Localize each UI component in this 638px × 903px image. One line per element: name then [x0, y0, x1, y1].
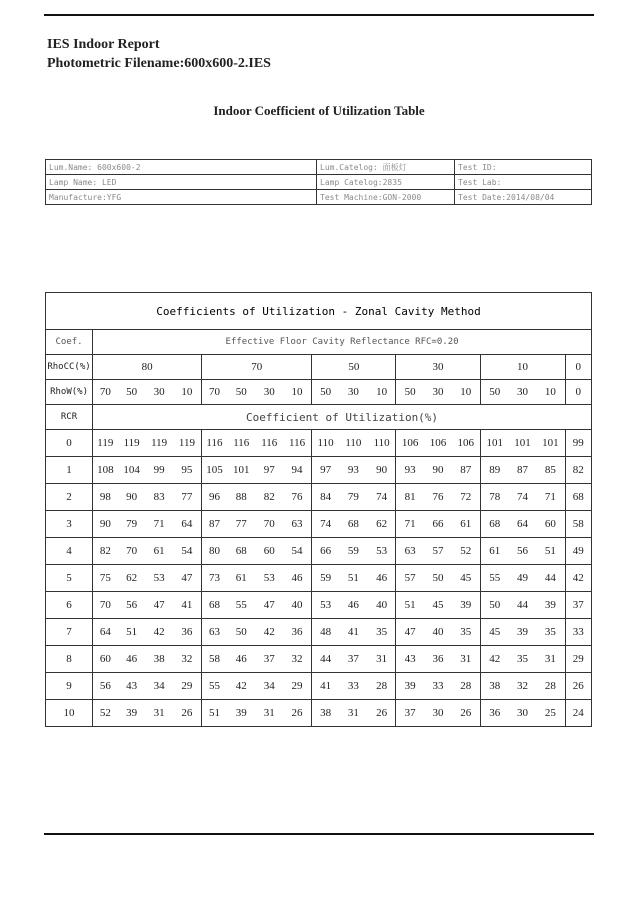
cu-value: 28 [452, 673, 480, 700]
cu-value: 32 [509, 673, 536, 700]
cu-value: 101 [480, 430, 509, 457]
info-cell: Test Lab: [455, 175, 592, 190]
info-cell: Lamp Catelog:2835 [317, 175, 455, 190]
cu-value: 43 [118, 673, 146, 700]
cu-value: 31 [146, 700, 173, 727]
cu-value: 68 [565, 484, 591, 511]
cu-value: 116 [227, 430, 256, 457]
cu-value: 104 [118, 457, 146, 484]
info-cell: Test Machine:GON-2000 [317, 190, 455, 205]
cu-value: 75 [93, 565, 118, 592]
cu-value: 59 [339, 538, 368, 565]
cu-value: 53 [312, 592, 339, 619]
cu-value: 36 [424, 646, 452, 673]
cu-value: 40 [283, 592, 312, 619]
cu-value: 106 [396, 430, 424, 457]
cu-value: 101 [509, 430, 536, 457]
cu-value: 37 [339, 646, 368, 673]
cu-value: 33 [424, 673, 452, 700]
rhocc-value: 70 [202, 355, 312, 380]
cu-value: 74 [368, 484, 396, 511]
cu-value: 39 [509, 619, 536, 646]
table-row [46, 646, 592, 673]
rhow-value: 50 [480, 380, 509, 405]
cu-value: 81 [396, 484, 424, 511]
info-cell: Manufacture:YFG [46, 190, 317, 205]
cu-value: 105 [202, 457, 227, 484]
cu-value: 68 [480, 511, 509, 538]
table-row [46, 457, 592, 484]
cu-value: 106 [424, 430, 452, 457]
cu-value: 87 [202, 511, 227, 538]
cu-value: 71 [146, 511, 173, 538]
cu-value: 60 [536, 511, 565, 538]
rcr-value: 7 [46, 619, 93, 646]
rhow-value: 10 [283, 380, 312, 405]
cu-value: 46 [227, 646, 256, 673]
cu-value: 110 [312, 430, 339, 457]
info-cell: Test ID: [455, 160, 592, 175]
info-row [46, 160, 592, 175]
info-row [46, 190, 592, 205]
cu-value: 93 [339, 457, 368, 484]
cu-value: 42 [227, 673, 256, 700]
cu-value: 43 [396, 646, 424, 673]
table-row [46, 565, 592, 592]
cu-value: 26 [368, 700, 396, 727]
cu-value: 60 [93, 646, 118, 673]
cu-value: 46 [339, 592, 368, 619]
cu-value: 99 [565, 430, 591, 457]
cu-value: 54 [283, 538, 312, 565]
cu-value: 55 [480, 565, 509, 592]
cu-value: 72 [452, 484, 480, 511]
report-title: IES Indoor Report [47, 37, 160, 52]
rcr-value: 6 [46, 592, 93, 619]
cu-value: 44 [312, 646, 339, 673]
table-row [46, 673, 592, 700]
rhocc-value: 50 [312, 355, 396, 380]
cu-value: 33 [339, 673, 368, 700]
cu-value: 29 [565, 646, 591, 673]
cu-value: 39 [452, 592, 480, 619]
cu-table-title: Coefficients of Utilization - Zonal Cavity Method [46, 293, 592, 330]
cu-value: 55 [202, 673, 227, 700]
rcr-value: 4 [46, 538, 93, 565]
cu-value: 34 [256, 673, 283, 700]
cu-value: 76 [283, 484, 312, 511]
cu-value: 87 [509, 457, 536, 484]
cu-value: 42 [256, 619, 283, 646]
cu-value: 83 [146, 484, 173, 511]
cu-value: 97 [312, 457, 339, 484]
cu-value: 84 [312, 484, 339, 511]
cu-value: 42 [565, 565, 591, 592]
rhocc-value: 80 [93, 355, 202, 380]
cu-value: 26 [452, 700, 480, 727]
rcr-value: 1 [46, 457, 93, 484]
cu-value: 39 [536, 592, 565, 619]
cu-value: 119 [93, 430, 118, 457]
table-row [46, 511, 592, 538]
cu-value: 37 [256, 646, 283, 673]
cu-value: 71 [536, 484, 565, 511]
cu-value: 63 [396, 538, 424, 565]
cu-value: 68 [202, 592, 227, 619]
cu-value: 53 [256, 565, 283, 592]
cu-value: 93 [396, 457, 424, 484]
cu-value: 46 [118, 646, 146, 673]
cu-value: 98 [93, 484, 118, 511]
cu-value: 37 [565, 592, 591, 619]
cu-value: 68 [227, 538, 256, 565]
cu-value: 64 [173, 511, 202, 538]
cu-value: 74 [312, 511, 339, 538]
cu-value: 45 [480, 619, 509, 646]
cu-value: 78 [480, 484, 509, 511]
cu-value: 70 [256, 511, 283, 538]
cu-value: 31 [452, 646, 480, 673]
cu-value: 76 [424, 484, 452, 511]
cu-value: 70 [93, 592, 118, 619]
cu-value: 34 [146, 673, 173, 700]
cu-value: 119 [146, 430, 173, 457]
rcr-value: 3 [46, 511, 93, 538]
cu-value: 116 [283, 430, 312, 457]
cu-value: 68 [339, 511, 368, 538]
cu-value: 57 [396, 565, 424, 592]
cu-value: 54 [173, 538, 202, 565]
rhow-value: 70 [93, 380, 118, 405]
cu-value: 58 [565, 511, 591, 538]
cu-value: 53 [146, 565, 173, 592]
rhow-value: 30 [509, 380, 536, 405]
rcr-value: 10 [46, 700, 93, 727]
cu-value: 106 [452, 430, 480, 457]
cu-value: 26 [565, 673, 591, 700]
cu-value: 38 [312, 700, 339, 727]
cu-value: 32 [283, 646, 312, 673]
cu-value: 44 [509, 592, 536, 619]
table-row [46, 430, 592, 457]
info-cell: Test Date:2014/08/04 [455, 190, 592, 205]
cu-value: 47 [256, 592, 283, 619]
rhocc-label: RhoCC(%) [46, 355, 93, 380]
luminaire-info-table [45, 159, 592, 205]
rhow-value: 10 [173, 380, 202, 405]
rhow-value: 50 [118, 380, 146, 405]
cu-value: 108 [93, 457, 118, 484]
cu-value: 40 [424, 619, 452, 646]
cu-value: 71 [396, 511, 424, 538]
rhow-label: RhoW(%) [46, 380, 93, 405]
cu-value: 58 [202, 646, 227, 673]
rcr-value: 0 [46, 430, 93, 457]
cu-value: 41 [339, 619, 368, 646]
cu-value: 35 [536, 619, 565, 646]
cu-value: 46 [368, 565, 396, 592]
page-title: Indoor Coefficient of Utilization Table [213, 103, 425, 118]
cu-value: 37 [396, 700, 424, 727]
cu-value: 59 [312, 565, 339, 592]
table-row [46, 592, 592, 619]
cu-value: 28 [368, 673, 396, 700]
cu-value: 119 [118, 430, 146, 457]
cu-value: 51 [118, 619, 146, 646]
cu-value: 79 [339, 484, 368, 511]
cu-value: 66 [424, 511, 452, 538]
cu-value: 41 [312, 673, 339, 700]
cu-value: 82 [565, 457, 591, 484]
cu-value: 51 [202, 700, 227, 727]
cu-value: 31 [339, 700, 368, 727]
cu-value: 35 [509, 646, 536, 673]
rhow-value: 50 [396, 380, 424, 405]
cu-value: 110 [339, 430, 368, 457]
cu-value: 26 [283, 700, 312, 727]
cu-value: 90 [368, 457, 396, 484]
cu-value: 39 [227, 700, 256, 727]
cu-value: 56 [93, 673, 118, 700]
footer-rule [44, 833, 594, 835]
cu-value: 95 [173, 457, 202, 484]
cu-value: 42 [480, 646, 509, 673]
cu-value: 85 [536, 457, 565, 484]
rhow-value: 30 [339, 380, 368, 405]
cu-value: 116 [202, 430, 227, 457]
cu-value: 89 [480, 457, 509, 484]
rhow-value: 50 [227, 380, 256, 405]
cu-value: 45 [452, 565, 480, 592]
cu-value: 42 [146, 619, 173, 646]
cu-value: 33 [565, 619, 591, 646]
cu-value: 50 [480, 592, 509, 619]
cu-value: 45 [424, 592, 452, 619]
cu-value: 90 [93, 511, 118, 538]
rhow-value: 70 [202, 380, 227, 405]
cu-value: 31 [368, 646, 396, 673]
cu-value: 62 [118, 565, 146, 592]
info-row [46, 175, 592, 190]
rhow-value: 30 [424, 380, 452, 405]
cu-value: 61 [480, 538, 509, 565]
rcr-value: 8 [46, 646, 93, 673]
coef-label: Coef. [46, 330, 93, 355]
info-cell: Lum.Name: 600x600-2 [46, 160, 317, 175]
cu-table [45, 292, 592, 727]
cu-value: 49 [565, 538, 591, 565]
cu-value: 31 [536, 646, 565, 673]
cu-value: 82 [256, 484, 283, 511]
cu-value: 73 [202, 565, 227, 592]
rhow-value: 10 [368, 380, 396, 405]
cu-value: 51 [536, 538, 565, 565]
cu-value: 35 [368, 619, 396, 646]
info-cell: Lamp Name: LED [46, 175, 317, 190]
rcr-value: 2 [46, 484, 93, 511]
cu-value: 101 [227, 457, 256, 484]
rfc-label: Effective Floor Cavity Reflectance RFC=0.20 [93, 330, 592, 355]
cu-value: 64 [509, 511, 536, 538]
cu-value: 24 [565, 700, 591, 727]
rhocc-value: 30 [396, 355, 480, 380]
rhow-value: 30 [256, 380, 283, 405]
cu-value: 51 [339, 565, 368, 592]
cu-value: 40 [368, 592, 396, 619]
cu-value: 62 [368, 511, 396, 538]
cu-value: 52 [93, 700, 118, 727]
cu-value: 90 [118, 484, 146, 511]
cu-value: 39 [396, 673, 424, 700]
cu-value: 110 [368, 430, 396, 457]
cu-value: 56 [118, 592, 146, 619]
cu-value: 94 [283, 457, 312, 484]
cu-value: 88 [227, 484, 256, 511]
cu-value: 25 [536, 700, 565, 727]
cu-value: 39 [118, 700, 146, 727]
cu-value: 61 [146, 538, 173, 565]
cu-value: 44 [536, 565, 565, 592]
cu-value: 51 [396, 592, 424, 619]
cu-value: 32 [173, 646, 202, 673]
cu-value: 28 [536, 673, 565, 700]
table-row [46, 484, 592, 511]
cu-value: 82 [93, 538, 118, 565]
cu-value: 96 [202, 484, 227, 511]
rcr-value: 9 [46, 673, 93, 700]
cu-value: 79 [118, 511, 146, 538]
rcr-value: 5 [46, 565, 93, 592]
cu-value: 64 [93, 619, 118, 646]
cu-value: 77 [227, 511, 256, 538]
cu-value: 26 [173, 700, 202, 727]
cu-value: 99 [146, 457, 173, 484]
cu-value: 90 [424, 457, 452, 484]
cu-value: 36 [283, 619, 312, 646]
cu-value: 116 [256, 430, 283, 457]
info-cell: Lum.Catelog: 面板灯 [317, 160, 455, 175]
cu-value: 61 [227, 565, 256, 592]
cu-value: 56 [509, 538, 536, 565]
cu-value: 74 [509, 484, 536, 511]
cu-value: 97 [256, 457, 283, 484]
table-row [46, 700, 592, 727]
cu-value: 80 [202, 538, 227, 565]
table-row [46, 619, 592, 646]
rhow-value: 50 [312, 380, 339, 405]
cu-value: 36 [173, 619, 202, 646]
cu-value: 87 [452, 457, 480, 484]
cu-value: 53 [368, 538, 396, 565]
cu-value: 30 [424, 700, 452, 727]
cu-value: 55 [227, 592, 256, 619]
cu-value: 41 [173, 592, 202, 619]
cu-value: 29 [173, 673, 202, 700]
photometric-filename: Photometric Filename:600x600-2.IES [47, 56, 271, 71]
cu-value: 66 [312, 538, 339, 565]
table-row [46, 538, 592, 565]
rhow-value: 0 [565, 380, 591, 405]
cu-value: 38 [480, 673, 509, 700]
cu-value: 36 [480, 700, 509, 727]
rhow-value: 10 [452, 380, 480, 405]
cu-value: 49 [509, 565, 536, 592]
cu-value: 50 [424, 565, 452, 592]
cu-value: 63 [283, 511, 312, 538]
cu-value: 47 [146, 592, 173, 619]
cu-value: 46 [283, 565, 312, 592]
cu-value: 35 [452, 619, 480, 646]
cu-value: 60 [256, 538, 283, 565]
cu-value: 30 [509, 700, 536, 727]
rcr-label: RCR [46, 405, 93, 430]
cu-value: 77 [173, 484, 202, 511]
cu-value: 70 [118, 538, 146, 565]
cu-value: 31 [256, 700, 283, 727]
rhocc-value: 0 [565, 355, 591, 380]
cu-value: 47 [173, 565, 202, 592]
cu-value: 61 [452, 511, 480, 538]
cu-value: 63 [202, 619, 227, 646]
cu-value: 50 [227, 619, 256, 646]
rhow-value: 10 [536, 380, 565, 405]
cu-value: 29 [283, 673, 312, 700]
cu-value: 119 [173, 430, 202, 457]
rhocc-value: 10 [480, 355, 565, 380]
cu-value: 47 [396, 619, 424, 646]
cu-value: 52 [452, 538, 480, 565]
cu-value: 101 [536, 430, 565, 457]
cu-value: 57 [424, 538, 452, 565]
header-top-rule [44, 14, 594, 16]
cu-percent-label: Coefficient of Utilization(%) [93, 405, 592, 430]
cu-value: 48 [312, 619, 339, 646]
rhow-value: 30 [146, 380, 173, 405]
cu-value: 38 [146, 646, 173, 673]
